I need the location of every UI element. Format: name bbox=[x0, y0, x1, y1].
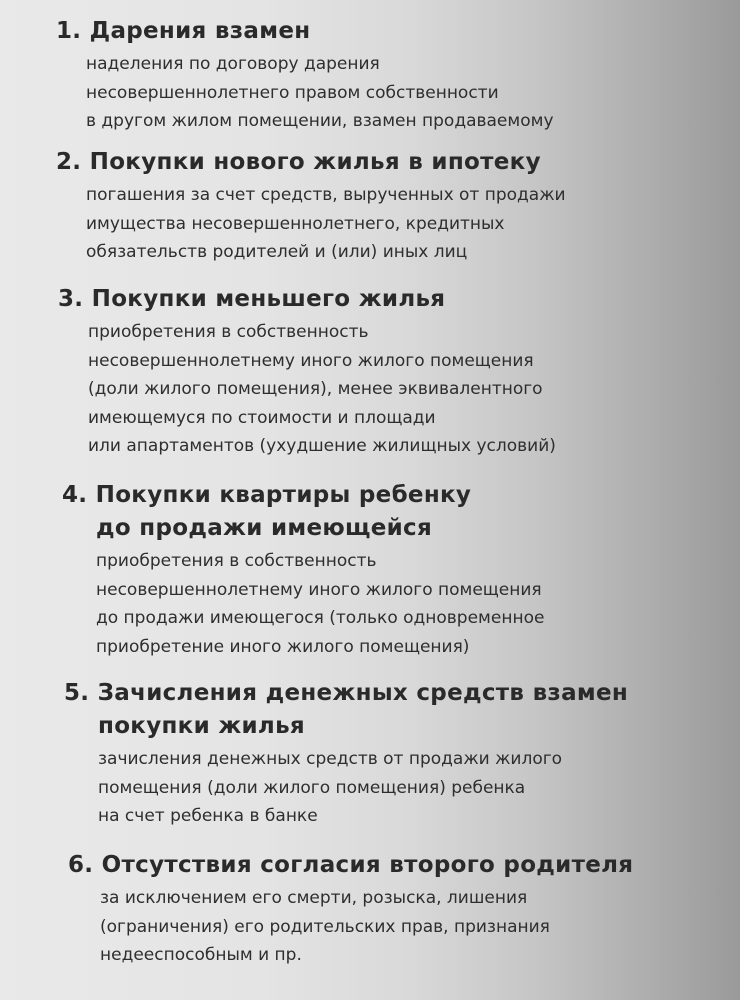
description-line: на счет ребенка в банке bbox=[98, 806, 318, 826]
item-number: 1. bbox=[56, 18, 82, 44]
item-description bbox=[0, 745, 740, 831]
list-item-6 bbox=[0, 849, 740, 970]
list-item-4 bbox=[0, 479, 740, 661]
item-number: 3. bbox=[58, 286, 84, 312]
description-line: имущества несовершеннолетнего, кредитных bbox=[86, 213, 505, 234]
description-line: приобретения в собственность bbox=[88, 322, 369, 342]
description-line: несовершеннолетнему иного жилого помещения bbox=[96, 579, 542, 600]
description-line: недееспособным и пр. bbox=[100, 945, 302, 965]
description-line: за исключением его смерти, розыска, лишения bbox=[100, 888, 528, 908]
list-item-2 bbox=[0, 146, 740, 267]
item-title: Покупки квартиры ребенку bbox=[95, 482, 472, 508]
item-title-continuation: до продажи имеющейся bbox=[96, 515, 433, 541]
item-heading bbox=[0, 479, 740, 545]
item-description bbox=[0, 318, 740, 461]
item-heading bbox=[0, 15, 740, 48]
description-line: обязательств родителей и (или) иных лиц bbox=[86, 242, 468, 262]
item-number: 5. bbox=[64, 680, 90, 706]
description-line: несовершеннолетнему иного жилого помещения bbox=[88, 350, 534, 371]
item-number: 2. bbox=[56, 149, 82, 175]
item-number: 6. bbox=[68, 852, 94, 878]
description-line: зачисления денежных средств от продажи жилого bbox=[98, 749, 563, 769]
description-line: (ограничения) его родительских прав, признания bbox=[100, 916, 550, 937]
list-item-5 bbox=[0, 677, 740, 831]
description-line: или апартаментов (ухудшение жилищных условий) bbox=[88, 436, 556, 456]
description-line: наделения по договору дарения bbox=[86, 54, 380, 74]
item-title: Зачисления денежных средств взамен bbox=[97, 680, 629, 706]
description-line: (доли жилого помещения), менее эквивалентного bbox=[88, 379, 543, 399]
item-description bbox=[0, 50, 740, 136]
list-item-3 bbox=[0, 283, 740, 461]
description-line: приобретения в собственность bbox=[96, 551, 377, 571]
description-line: приобретение иного жилого помещения) bbox=[96, 636, 470, 657]
description-line: помещения (доли жилого помещения) ребенка bbox=[98, 777, 526, 798]
item-number: 4. bbox=[62, 482, 88, 508]
item-heading bbox=[0, 146, 740, 179]
item-title: Отсутствия согласия второго родителя bbox=[101, 852, 634, 878]
item-heading bbox=[0, 849, 740, 882]
item-heading bbox=[0, 283, 740, 316]
item-title: Дарения взамен bbox=[89, 18, 311, 44]
description-line: имеющемуся по стоимости и площади bbox=[88, 407, 436, 428]
item-title-continuation: покупки жилья bbox=[98, 713, 305, 739]
description-line: до продажи имеющегося (только одновременное bbox=[96, 608, 545, 628]
description-line: несовершеннолетнего правом собственности bbox=[86, 82, 499, 103]
item-title: Покупки меньшего жилья bbox=[91, 286, 446, 312]
description-line: в другом жилом помещении, взамен продаваемому bbox=[86, 111, 554, 131]
item-title: Покупки нового жилья в ипотеку bbox=[89, 149, 541, 175]
list-item-1 bbox=[0, 15, 740, 136]
item-description bbox=[0, 884, 740, 970]
item-description bbox=[0, 181, 740, 267]
description-line: погашения за счет средств, вырученных от продажи bbox=[86, 185, 566, 205]
item-heading bbox=[0, 677, 740, 743]
item-description bbox=[0, 547, 740, 661]
